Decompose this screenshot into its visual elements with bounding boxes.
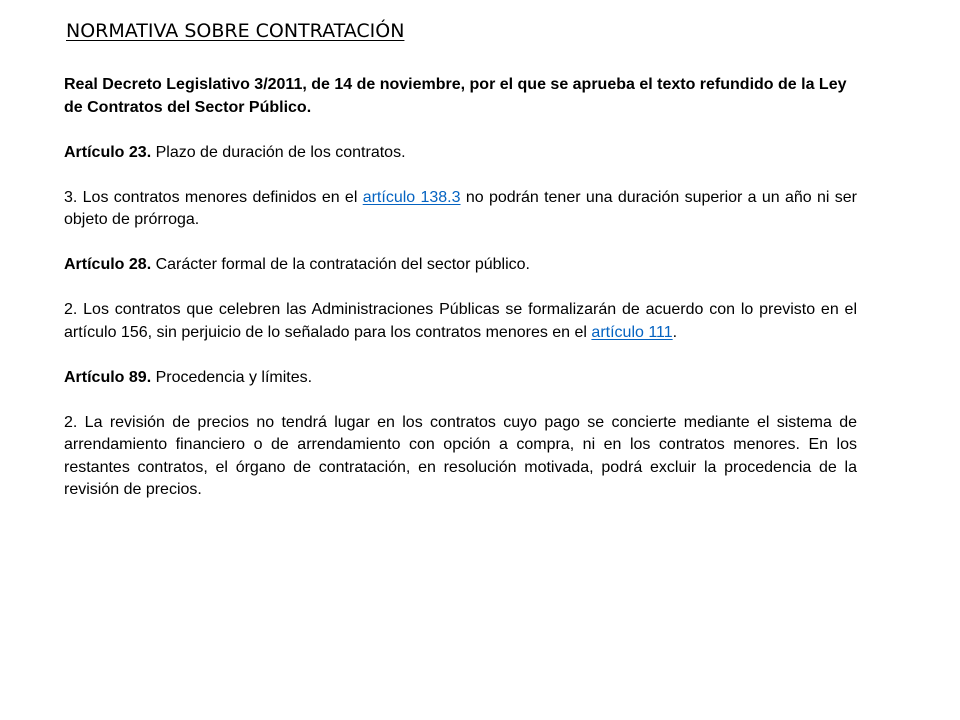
- article-28-paragraph: [64, 299, 857, 344]
- article-28-heading: [64, 254, 857, 277]
- article-28-number: Artículo 28.: [64, 256, 152, 273]
- article-23-text-before: 3. Los contratos menores definidos en el: [64, 188, 363, 206]
- page-title: NORMATIVA SOBRE CONTRATACIÓN: [66, 20, 405, 42]
- article-89-title: Procedencia y límites.: [151, 368, 313, 386]
- article-23-heading: [64, 142, 857, 165]
- article-89-heading: [64, 367, 857, 390]
- article-111-link[interactable]: artículo 111: [591, 323, 673, 341]
- decree-reference: Real Decreto Legislativo 3/2011, de 14 de noviembre, por el que se aprueba el texto refundido de la Ley de Contratos del Sector Público.: [64, 76, 847, 116]
- article-23-title: Plazo de duración de los contratos.: [151, 143, 406, 161]
- article-23-paragraph: [64, 187, 857, 232]
- article-89-paragraph: 2. La revisión de precios no tendrá lugar en los contratos cuyo pago se concierte mediante el sistema de arrendamiento financiero o de arrendamiento con opción a compra, ni en los contratos menores. En los restantes contratos, el órgano de contratación, en resolución motivada, podrá excluir la procedencia de la revisión de precios.: [64, 413, 857, 498]
- article-89-number: Artículo 89.: [64, 368, 152, 386]
- document-body: [64, 74, 857, 524]
- article-28-text-before: 2. Los contratos que celebren las Administraciones Públicas se formalizarán de acuerdo con lo previsto en el artículo 156, sin perjuicio de lo señalado para los contratos menores en el: [64, 301, 857, 341]
- article-138-3-link[interactable]: artículo 138.3: [362, 188, 461, 206]
- article-23-text-after: no podrán tener una duración superior a un año ni ser objeto de prórroga.: [64, 188, 858, 228]
- article-23-number: Artículo 23.: [64, 143, 152, 161]
- article-28-text-after: .: [672, 323, 678, 341]
- article-28-title: Carácter formal de la contratación del sector público.: [151, 256, 530, 273]
